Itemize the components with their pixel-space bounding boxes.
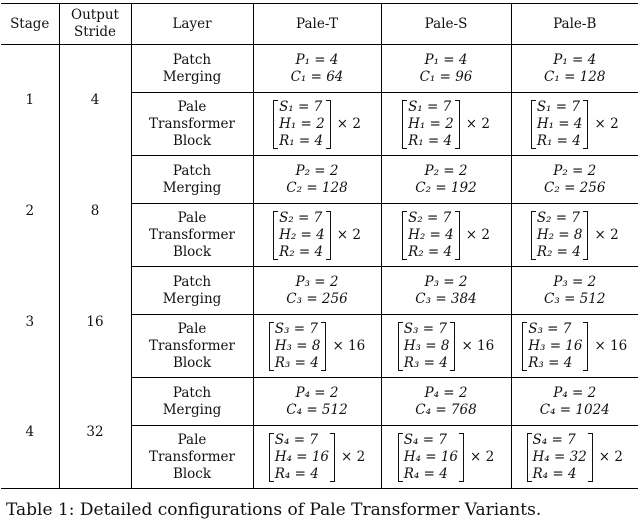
channel-value: C₃ = 512 bbox=[544, 290, 606, 307]
pale-config-cell bbox=[253, 426, 381, 489]
patch-size-value: P₃ = 2 bbox=[295, 273, 339, 290]
bracket-matrix bbox=[269, 432, 335, 483]
output-stride: 32 bbox=[59, 378, 131, 489]
bracket-matrix bbox=[527, 432, 593, 483]
config-matrix bbox=[273, 99, 361, 150]
layer-label-line: Merging bbox=[162, 401, 222, 418]
layer-label-line: Pale bbox=[177, 209, 207, 226]
mlp-ratio-value: R₃ = 4 bbox=[274, 354, 319, 371]
layer-label-line: Pale bbox=[177, 431, 207, 448]
window-size-value: S₂ = 7 bbox=[408, 209, 452, 226]
layer-label-line: Merging bbox=[162, 179, 222, 196]
layer-pale-transformer-block bbox=[131, 204, 253, 267]
patch-size-value: P₄ = 2 bbox=[424, 384, 468, 401]
header-pale-t: Pale-T bbox=[253, 4, 381, 45]
config-matrix bbox=[531, 210, 619, 261]
config-matrix bbox=[527, 432, 623, 483]
channel-value: C₂ = 192 bbox=[415, 179, 477, 196]
layer-label-line: Transformer bbox=[149, 226, 235, 243]
window-size-value: S₂ = 7 bbox=[536, 209, 580, 226]
block-multiplier: × 16 bbox=[461, 337, 495, 354]
table-body bbox=[1, 45, 638, 489]
stage-number: 1 bbox=[25, 91, 35, 108]
channel-value: C₁ = 96 bbox=[419, 68, 473, 85]
layer-label-line: Merging bbox=[162, 68, 222, 85]
layer-patch-merging bbox=[131, 378, 253, 426]
header-output-stride-text: Output Stride bbox=[71, 7, 119, 40]
pale-config-cell bbox=[511, 315, 638, 378]
channel-value: C₄ = 512 bbox=[286, 401, 348, 418]
stage-number: 4 bbox=[25, 424, 35, 441]
block-multiplier: × 2 bbox=[594, 226, 619, 243]
patch-size-value: P₁ = 4 bbox=[553, 51, 597, 68]
bracket-matrix bbox=[398, 321, 456, 372]
stage-number: 3 bbox=[25, 313, 35, 330]
patch-config-cell bbox=[511, 378, 638, 426]
config-matrix bbox=[269, 321, 365, 372]
bracket-matrix bbox=[522, 321, 588, 372]
stage-4-patch-row bbox=[1, 378, 638, 426]
header-pale-b: Pale-B bbox=[511, 4, 638, 45]
channel-value: C₃ = 384 bbox=[415, 290, 477, 307]
patch-size-value: P₄ = 2 bbox=[553, 384, 597, 401]
header-layer: Layer bbox=[131, 4, 253, 45]
config-matrix bbox=[402, 99, 490, 150]
channel-value: C₁ = 128 bbox=[544, 68, 606, 85]
stage-number: 2 bbox=[25, 202, 35, 219]
block-multiplier: × 2 bbox=[336, 226, 361, 243]
output-stride: 8 bbox=[59, 156, 131, 267]
heads-value: H₂ = 4 bbox=[408, 226, 454, 243]
patch-size-value: P₃ = 2 bbox=[424, 273, 468, 290]
mlp-ratio-value: R₃ = 4 bbox=[403, 354, 448, 371]
layer-pale-transformer-block bbox=[131, 426, 253, 489]
config-matrix bbox=[273, 210, 361, 261]
bracket-matrix bbox=[402, 99, 460, 150]
bracket-matrix bbox=[398, 432, 464, 483]
patch-size-value: P₄ = 2 bbox=[295, 384, 339, 401]
pale-config-cell bbox=[381, 204, 511, 267]
layer-patch-merging bbox=[131, 267, 253, 315]
bracket-matrix bbox=[273, 210, 331, 261]
block-multiplier: × 2 bbox=[465, 115, 490, 132]
layer-label-line: Patch bbox=[172, 273, 212, 290]
layer-label-line: Block bbox=[172, 132, 212, 149]
configuration-table bbox=[1, 3, 638, 489]
bracket-matrix bbox=[269, 321, 327, 372]
block-multiplier: × 2 bbox=[594, 115, 619, 132]
patch-config-cell bbox=[511, 267, 638, 315]
patch-config-cell bbox=[381, 378, 511, 426]
bracket-matrix bbox=[531, 210, 589, 261]
window-size-value: S₃ = 7 bbox=[403, 320, 447, 337]
window-size-value: S₄ = 7 bbox=[274, 431, 318, 448]
config-matrix bbox=[522, 321, 627, 372]
patch-config-cell bbox=[381, 267, 511, 315]
mlp-ratio-value: R₂ = 4 bbox=[536, 243, 581, 260]
block-multiplier: × 16 bbox=[332, 337, 366, 354]
layer-label-line: Block bbox=[172, 465, 212, 482]
patch-config-cell bbox=[511, 45, 638, 93]
layer-patch-merging bbox=[131, 156, 253, 204]
heads-value: H₁ = 2 bbox=[408, 115, 454, 132]
pale-config-cell bbox=[253, 93, 381, 156]
patch-config-cell bbox=[511, 156, 638, 204]
mlp-ratio-value: R₁ = 4 bbox=[536, 132, 581, 149]
patch-size-value: P₁ = 4 bbox=[424, 51, 468, 68]
pale-config-cell bbox=[253, 204, 381, 267]
patch-config-cell bbox=[381, 45, 511, 93]
window-size-value: S₂ = 7 bbox=[279, 209, 323, 226]
stage-2-patch-row bbox=[1, 156, 638, 204]
table-caption: Table 1: Detailed configurations of Pale Transformer Variants. bbox=[6, 500, 542, 520]
config-matrix bbox=[398, 321, 494, 372]
block-multiplier: × 2 bbox=[465, 226, 490, 243]
patch-size-value: P₂ = 2 bbox=[424, 162, 468, 179]
block-multiplier: × 2 bbox=[470, 448, 495, 465]
output-stride: 4 bbox=[59, 45, 131, 156]
window-size-value: S₄ = 7 bbox=[532, 431, 576, 448]
patch-config-cell bbox=[253, 267, 381, 315]
header-output-stride bbox=[59, 4, 131, 45]
channel-value: C₃ = 256 bbox=[286, 290, 348, 307]
heads-value: H₁ = 2 bbox=[279, 115, 325, 132]
layer-label-line: Transformer bbox=[149, 115, 235, 132]
pale-config-cell bbox=[381, 93, 511, 156]
window-size-value: S₃ = 7 bbox=[528, 320, 572, 337]
heads-value: H₂ = 4 bbox=[279, 226, 325, 243]
mlp-ratio-value: R₂ = 4 bbox=[279, 243, 324, 260]
patch-config-cell bbox=[253, 378, 381, 426]
mlp-ratio-value: R₁ = 4 bbox=[408, 132, 453, 149]
channel-value: C₄ = 768 bbox=[415, 401, 477, 418]
bracket-matrix bbox=[402, 210, 460, 261]
layer-label-line: Transformer bbox=[149, 337, 235, 354]
layer-label-line: Patch bbox=[172, 384, 212, 401]
header-row bbox=[1, 4, 638, 45]
layer-label-line: Transformer bbox=[149, 448, 235, 465]
patch-size-value: P₂ = 2 bbox=[553, 162, 597, 179]
window-size-value: S₁ = 7 bbox=[408, 98, 452, 115]
layer-pale-transformer-block bbox=[131, 93, 253, 156]
heads-value: H₄ = 16 bbox=[274, 448, 330, 465]
header-pale-s: Pale-S bbox=[381, 4, 511, 45]
bracket-matrix bbox=[531, 99, 589, 150]
bracket-matrix bbox=[273, 99, 331, 150]
window-size-value: S₃ = 7 bbox=[274, 320, 318, 337]
pale-config-cell bbox=[511, 426, 638, 489]
stage-3-patch-row bbox=[1, 267, 638, 315]
heads-value: H₃ = 16 bbox=[528, 337, 583, 354]
heads-value: H₃ = 8 bbox=[274, 337, 321, 354]
block-multiplier: × 2 bbox=[336, 115, 361, 132]
pale-config-cell bbox=[381, 315, 511, 378]
header-stage: Stage bbox=[1, 4, 59, 45]
patch-size-value: P₃ = 2 bbox=[553, 273, 597, 290]
config-matrix bbox=[402, 210, 490, 261]
heads-value: H₄ = 16 bbox=[403, 448, 459, 465]
block-multiplier: × 2 bbox=[598, 448, 623, 465]
layer-label-line: Block bbox=[172, 243, 212, 260]
channel-value: C₂ = 256 bbox=[544, 179, 606, 196]
pale-config-cell bbox=[381, 426, 511, 489]
layer-label-line: Block bbox=[172, 354, 212, 371]
heads-value: H₄ = 32 bbox=[532, 448, 587, 465]
mlp-ratio-value: R₄ = 4 bbox=[403, 465, 448, 482]
channel-value: C₂ = 128 bbox=[286, 179, 348, 196]
pale-config-cell bbox=[511, 204, 638, 267]
layer-patch-merging bbox=[131, 45, 253, 93]
window-size-value: S₄ = 7 bbox=[403, 431, 447, 448]
output-stride: 16 bbox=[59, 267, 131, 378]
layer-label-line: Patch bbox=[172, 162, 212, 179]
config-matrix bbox=[269, 432, 365, 483]
layer-label-line: Pale bbox=[177, 98, 207, 115]
layer-label-line: Patch bbox=[172, 51, 212, 68]
channel-value: C₄ = 1024 bbox=[539, 401, 610, 418]
layer-pale-transformer-block bbox=[131, 315, 253, 378]
window-size-value: S₁ = 7 bbox=[536, 98, 580, 115]
block-multiplier: × 16 bbox=[594, 337, 628, 354]
patch-config-cell bbox=[253, 45, 381, 93]
mlp-ratio-value: R₃ = 4 bbox=[528, 354, 573, 371]
patch-size-value: P₁ = 4 bbox=[295, 51, 339, 68]
patch-config-cell bbox=[381, 156, 511, 204]
heads-value: H₃ = 8 bbox=[403, 337, 450, 354]
patch-config-cell bbox=[253, 156, 381, 204]
mlp-ratio-value: R₄ = 4 bbox=[274, 465, 319, 482]
mlp-ratio-value: R₄ = 4 bbox=[532, 465, 577, 482]
heads-value: H₂ = 8 bbox=[536, 226, 583, 243]
pale-config-cell bbox=[253, 315, 381, 378]
layer-label-line: Merging bbox=[162, 290, 222, 307]
config-matrix bbox=[398, 432, 494, 483]
pale-config-cell bbox=[511, 93, 638, 156]
config-matrix bbox=[531, 99, 619, 150]
patch-size-value: P₂ = 2 bbox=[295, 162, 339, 179]
mlp-ratio-value: R₂ = 4 bbox=[408, 243, 453, 260]
block-multiplier: × 2 bbox=[341, 448, 366, 465]
window-size-value: S₁ = 7 bbox=[279, 98, 323, 115]
mlp-ratio-value: R₁ = 4 bbox=[279, 132, 324, 149]
layer-label-line: Pale bbox=[177, 320, 207, 337]
channel-value: C₁ = 64 bbox=[290, 68, 344, 85]
stage-1-patch-row bbox=[1, 45, 638, 93]
heads-value: H₁ = 4 bbox=[536, 115, 583, 132]
